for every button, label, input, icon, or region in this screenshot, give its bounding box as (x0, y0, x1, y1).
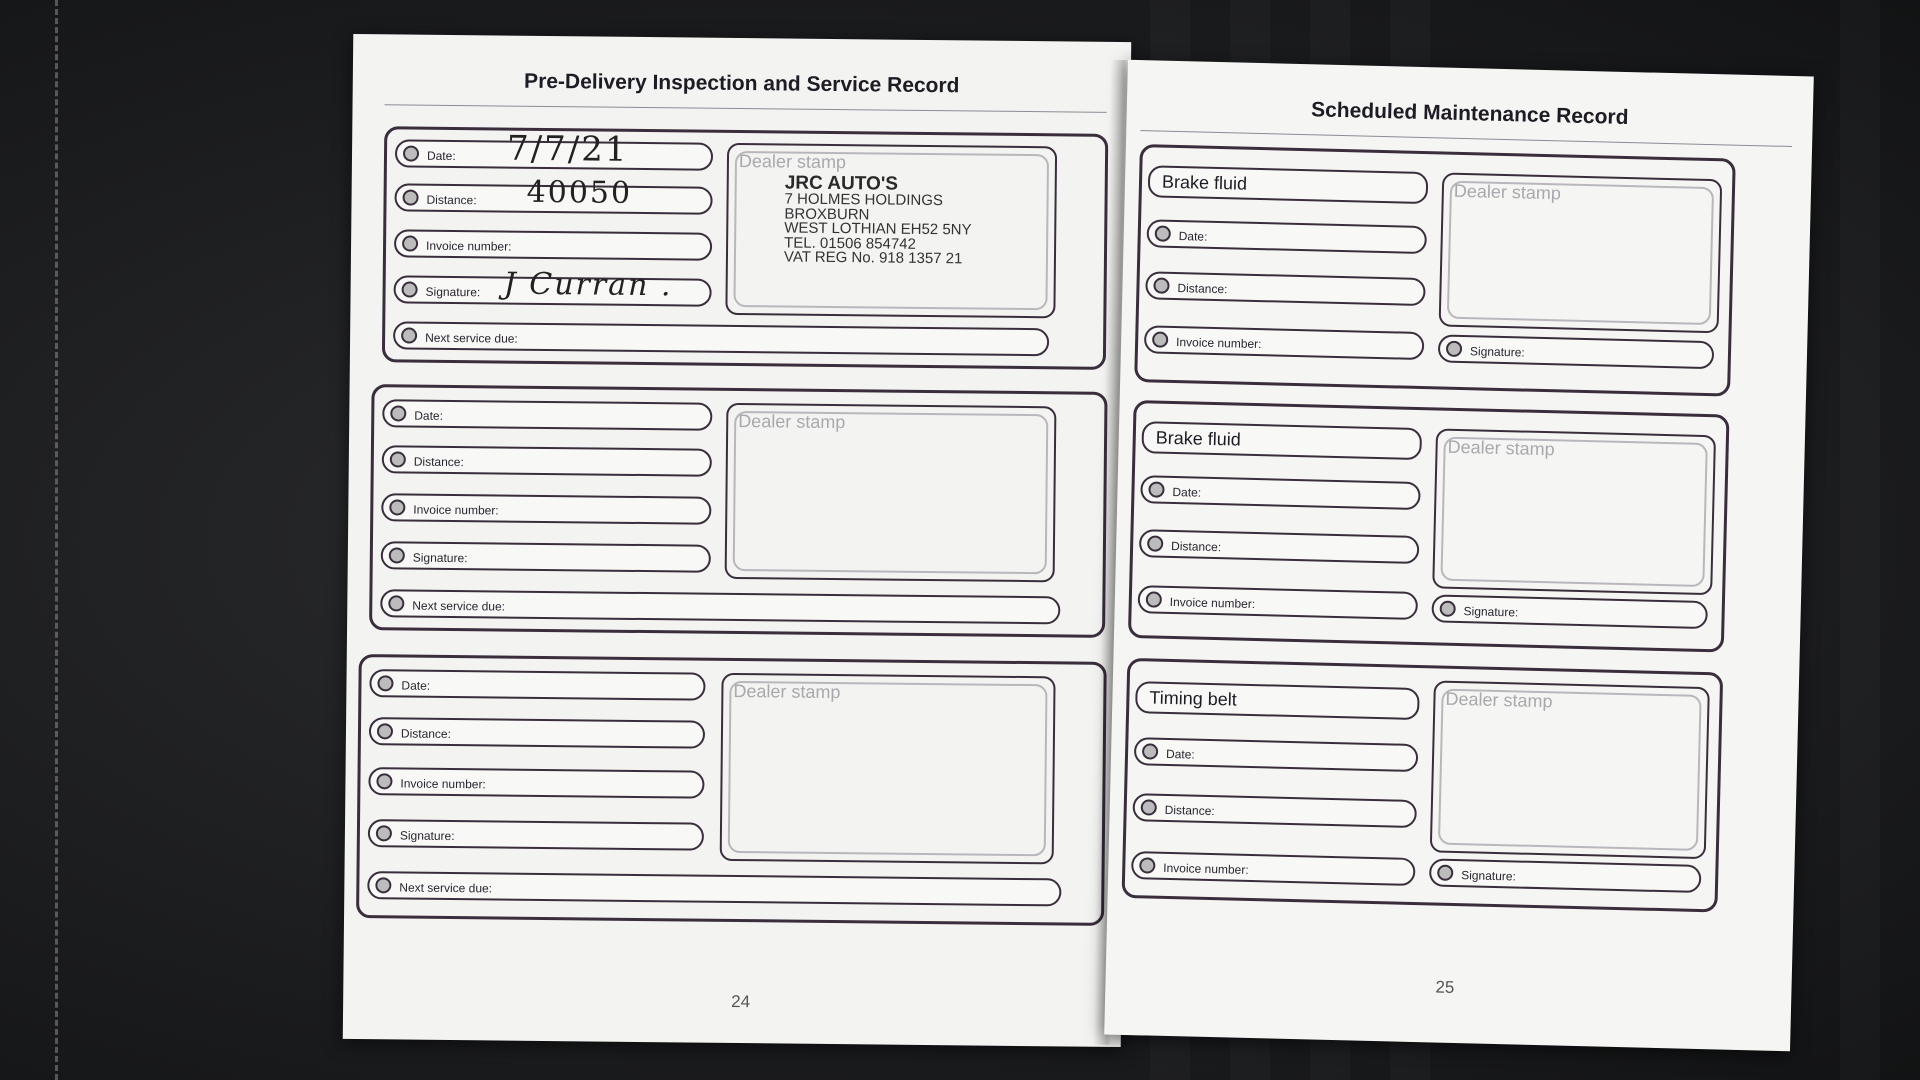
date-checkbox[interactable] (377, 675, 393, 691)
invoice-checkbox[interactable] (389, 499, 405, 515)
signature-checkbox[interactable] (1437, 865, 1453, 881)
page-number: 25 (1435, 977, 1455, 998)
signature-checkbox[interactable] (376, 825, 392, 841)
date-checkbox[interactable] (1142, 743, 1158, 759)
invoice-checkbox[interactable] (1146, 591, 1162, 607)
date-field[interactable]: Date: (369, 669, 705, 701)
handwritten-signature: J Curran . (503, 266, 673, 304)
dealer-stamp-label: Dealer stamp (738, 411, 846, 433)
dealer-address-line: BROXBURN (784, 204, 870, 223)
dealer-stamp-label: Dealer stamp (1453, 180, 1562, 204)
signature-checkbox[interactable] (402, 281, 418, 297)
invoice-checkbox[interactable] (402, 235, 418, 251)
distance-field[interactable]: Distance: (1139, 529, 1420, 564)
next-service-field[interactable]: Next service due: (380, 589, 1060, 624)
dealer-stamp-inner (1438, 689, 1702, 851)
handwritten-distance: 40050 (526, 174, 633, 211)
seat-stripe (1840, 0, 1880, 1080)
dealer-stamp-box (720, 673, 1056, 864)
dealer-stamp-label: Dealer stamp (738, 151, 847, 173)
distance-checkbox[interactable] (1141, 799, 1157, 815)
dealer-stamp-text (784, 173, 972, 266)
distance-field[interactable]: Distance: (369, 717, 705, 749)
dealer-stamp-box (1439, 172, 1723, 333)
dealer-name: JRC AUTO'S (784, 172, 899, 195)
dealer-stamp-box (1430, 680, 1710, 859)
dealer-stamp-box (725, 403, 1057, 582)
invoice-field[interactable]: Invoice number: (1137, 585, 1418, 620)
maintenance-record-1 (1134, 144, 1736, 396)
invoice-field[interactable]: Invoice number: (368, 767, 704, 799)
distance-field[interactable]: Distance: (382, 445, 712, 476)
next-service-checkbox[interactable] (388, 595, 404, 611)
dealer-stamp-label: Dealer stamp (1447, 436, 1555, 460)
invoice-field[interactable]: Invoice number: (381, 493, 711, 524)
title-rule (385, 104, 1107, 113)
date-field[interactable]: Date: (395, 139, 713, 170)
signature-checkbox[interactable] (1446, 341, 1462, 357)
dealer-stamp-box (725, 143, 1057, 318)
signature-field[interactable]: Signature: (1431, 594, 1708, 629)
invoice-field[interactable]: Invoice number: (394, 229, 712, 260)
next-service-checkbox[interactable] (375, 877, 391, 893)
distance-checkbox[interactable] (1153, 277, 1169, 293)
maintenance-item-heading: Brake fluid (1148, 165, 1429, 204)
next-service-checkbox[interactable] (401, 327, 417, 343)
signature-field[interactable]: Signature: (381, 541, 711, 572)
distance-checkbox[interactable] (390, 451, 406, 467)
dealer-stamp-box (1432, 428, 1716, 595)
page-number: 24 (731, 991, 751, 1012)
dealer-stamp-inner (733, 411, 1049, 574)
left-page (343, 34, 1131, 1047)
page-title: Pre-Delivery Inspection and Service Record (524, 69, 960, 98)
invoice-field[interactable]: Invoice number: (1131, 851, 1416, 886)
dealer-vat: VAT REG No. 918 1357 21 (783, 248, 963, 268)
service-record-3 (356, 654, 1107, 926)
date-checkbox[interactable] (403, 145, 419, 161)
invoice-checkbox[interactable] (376, 773, 392, 789)
maintenance-record-3 (1122, 658, 1724, 912)
right-page (1104, 60, 1814, 1051)
signature-checkbox[interactable] (1440, 601, 1456, 617)
dealer-stamp-label: Dealer stamp (1445, 688, 1553, 712)
date-field[interactable]: Date: (1140, 475, 1421, 510)
date-field[interactable]: Date: (1134, 737, 1419, 772)
maintenance-record-2 (1128, 400, 1730, 652)
distance-checkbox[interactable] (402, 189, 418, 205)
date-checkbox[interactable] (1155, 225, 1171, 241)
handwritten-date: 7/7/21 (506, 128, 629, 170)
distance-field[interactable]: Distance: (1145, 271, 1426, 306)
date-field[interactable]: Date: (1146, 219, 1427, 254)
signature-checkbox[interactable] (389, 547, 405, 563)
date-field[interactable]: Date: (382, 399, 712, 430)
maintenance-item-heading: Timing belt (1135, 681, 1420, 720)
distance-checkbox[interactable] (377, 723, 393, 739)
dealer-stamp-inner (728, 681, 1048, 856)
date-checkbox[interactable] (390, 405, 406, 421)
page-title: Scheduled Maintenance Record (1310, 98, 1629, 130)
maintenance-item-heading: Brake fluid (1141, 421, 1422, 460)
signature-field[interactable]: Signature: (1429, 858, 1702, 893)
service-record-2 (369, 384, 1108, 638)
distance-field[interactable]: Distance: (394, 183, 712, 214)
dealer-address-line: WEST LOTHIAN EH52 5NY (784, 219, 972, 239)
signature-field[interactable]: Signature: (393, 275, 711, 306)
next-service-field[interactable]: Next service due: (393, 321, 1049, 356)
dealer-phone: TEL. 01506 854742 (784, 233, 916, 253)
invoice-checkbox[interactable] (1139, 857, 1155, 873)
date-checkbox[interactable] (1148, 481, 1164, 497)
dealer-stamp-label: Dealer stamp (733, 680, 841, 703)
dealer-stamp-inner (1440, 437, 1707, 587)
invoice-checkbox[interactable] (1152, 331, 1168, 347)
invoice-field[interactable]: Invoice number: (1144, 325, 1425, 360)
seat-stitching (55, 0, 66, 1080)
service-record-1 (382, 126, 1108, 370)
distance-checkbox[interactable] (1147, 535, 1163, 551)
dealer-address-line: 7 HOLMES HOLDINGS (784, 190, 944, 210)
next-service-field[interactable]: Next service due: (367, 871, 1061, 906)
signature-field[interactable]: Signature: (1438, 334, 1715, 369)
title-rule (1140, 130, 1792, 147)
signature-field[interactable]: Signature: (368, 819, 704, 851)
distance-field[interactable]: Distance: (1132, 793, 1417, 828)
